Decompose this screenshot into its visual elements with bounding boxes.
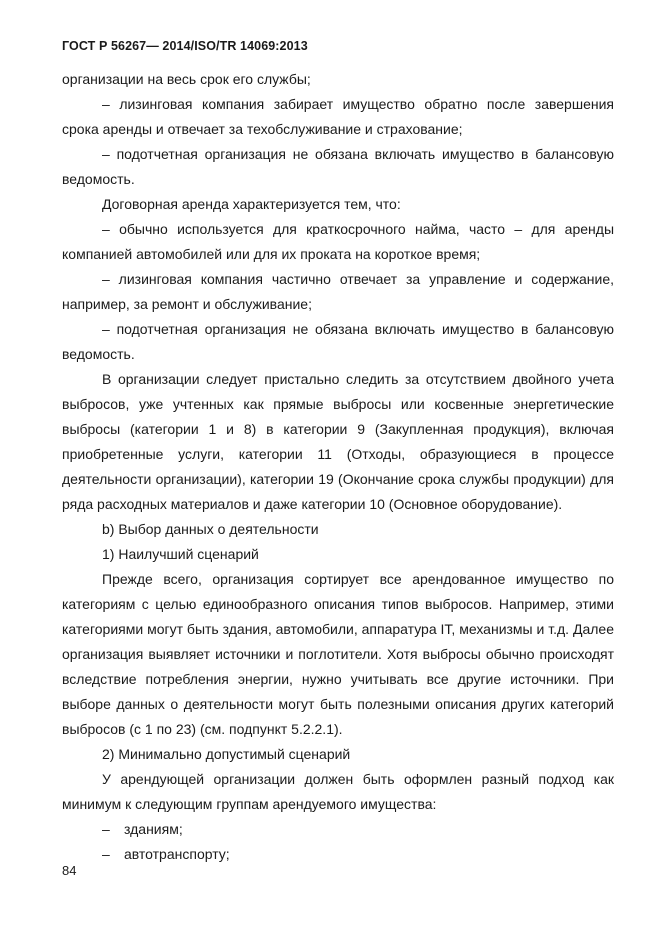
list-item <box>62 817 614 842</box>
list-dash: – <box>102 821 110 837</box>
document-header: ГОСТ Р 56267— 2014/ISO/TR 14069:2013 <box>62 39 308 53</box>
page-number: 84 <box>62 863 77 878</box>
subsection-heading: 1) Наилучший сценарий <box>102 546 259 562</box>
list-item <box>62 842 614 867</box>
paragraph: организации на весь срок его службы; <box>62 71 311 87</box>
paragraph: – обычно используется для краткосрочного найма, часто – для аренды компанией автомобилей или для их проката на короткое время; <box>62 221 614 262</box>
list-item-text: автотранспорту; <box>124 846 230 862</box>
paragraph: – подотчетная организация не обязана включать имущество в балансовую ведомость. <box>62 146 614 187</box>
section-heading: b) Выбор данных о деятельности <box>102 521 319 537</box>
paragraph: Прежде всего, организация сортирует все арендованное имущество по категориям с целью единообразного описания типов выбросов. Например, этими категориями могут быть здания, автомобили, аппаратура IT, механизмы и т.д. Далее организация выявляет источники и поглотители. Хотя выбросы обычно происходят вследствие потребления энергии, нужно учитывать все другие источники. При выборе данных о деятельности могут быть полезными описания других категорий выбросов (с 1 по 23) (см. подпункт 5.2.2.1). <box>62 571 614 737</box>
list-item-text: зданиям; <box>124 821 183 837</box>
paragraph: – лизинговая компания частично отвечает за управление и содержание, например, за ремонт и обслуживание; <box>62 271 614 312</box>
list-dash: – <box>102 846 110 862</box>
paragraph: Договорная аренда характеризуется тем, что: <box>102 196 401 212</box>
paragraph: В организации следует пристально следить за отсутствием двойного учета выбросов, уже учтенных как прямые выбросы или косвенные энергетические выбросы (категории 1 и 8) в категории 9 (Закупленная продукция), включая приобретенные услуги, категории 11 (Отходы, образующиеся в процессе деятельности организации), категории 19 (Окончание срока службы продукции) для ряда расходных материалов и даже категории 10 (Основное оборудование). <box>62 371 614 512</box>
paragraph: У арендующей организации должен быть оформлен разный подход как минимум к следующим группам арендуемого имущества: <box>62 771 614 812</box>
body-text <box>62 67 614 867</box>
paragraph: – лизинговая компания забирает имущество обратно после завершения срока аренды и отвечает за техобслуживание и страхование; <box>62 96 614 137</box>
subsection-heading: 2) Минимально допустимый сценарий <box>102 746 351 762</box>
paragraph: – подотчетная организация не обязана включать имущество в балансовую ведомость. <box>62 321 614 362</box>
